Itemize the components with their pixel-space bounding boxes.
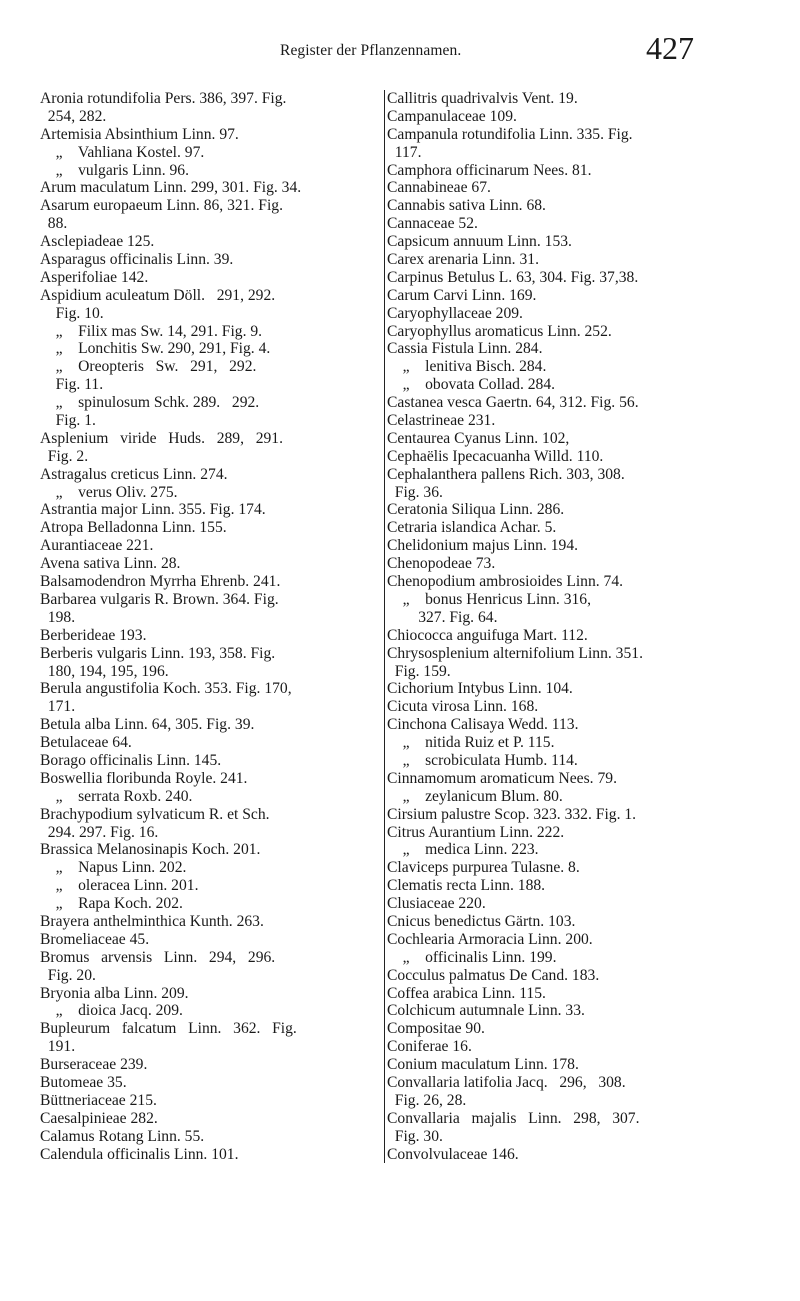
index-entry-line: Coffea arabica Linn. 115. (387, 984, 546, 1002)
index-entry-line: Cannabineae 67. (387, 179, 491, 197)
index-entry-line: „ oleracea Linn. 201. (40, 877, 199, 895)
index-entry-line: Avena sativa Linn. 28. (40, 555, 181, 573)
index-entry-line: Carpinus Betulus L. 63, 304. Fig. 37,38. (387, 268, 639, 286)
index-entry-line: Atropa Belladonna Linn. 155. (40, 519, 227, 537)
index-entry-line: Ceratonia Siliqua Linn. 286. (387, 501, 565, 519)
index-entry-line: Artemisia Absinthium Linn. 97. (40, 125, 239, 143)
index-entry-line: „ Napus Linn. 202. (40, 859, 187, 877)
index-entry-line: Asperifoliae 142. (40, 268, 149, 286)
index-entry-line: Carex arenaria Linn. 31. (387, 251, 539, 269)
index-entry-line: „ serrata Roxb. 240. (40, 787, 193, 805)
index-entry-line: 117. (387, 143, 422, 161)
index-entry-line: Berberideae 193. (40, 626, 147, 644)
index-entry-line: Cocculus palmatus De Cand. 183. (387, 966, 600, 984)
index-entry-line: Fig. 11. (40, 376, 104, 394)
running-title: Register der Pflanzennamen. (280, 42, 462, 59)
index-entry-line: 180, 194, 195, 196. (40, 662, 169, 680)
index-entry-line: Camphora officinarum Nees. 81. (387, 161, 592, 179)
index-entry-line: Chenopodeae 73. (387, 555, 496, 573)
index-entry-line: Celastrineae 231. (387, 412, 496, 430)
index-entry-line: 191. (40, 1038, 76, 1056)
index-entry-line: Bryonia alba Linn. 209. (40, 984, 189, 1002)
index-entry-line: Cephalanthera pallens Rich. 303, 308. (387, 465, 625, 483)
index-entry-line: „ vulgaris Linn. 96. (40, 161, 189, 179)
index-entry-line: „ obovata Collad. 284. (387, 376, 556, 394)
index-entry-line: Asplenium viride Huds. 289, 291. (40, 429, 283, 447)
index-entry-line: Clematis recta Linn. 188. (387, 877, 546, 895)
index-entry-line: Arum maculatum Linn. 299, 301. Fig. 34. (40, 179, 302, 197)
index-entry-line: Capsicum annuum Linn. 153. (387, 233, 572, 251)
index-entry-line: Bromus arvensis Linn. 294, 296. (40, 948, 276, 966)
index-entry-line: Cannaceae 52. (387, 215, 478, 233)
index-entry-line: Fig. 159. (387, 662, 451, 680)
index-entry-line: Caryophyllus aromaticus Linn. 252. (387, 322, 612, 340)
index-entry-line: Callitris quadrivalvis Vent. 19. (387, 90, 578, 107)
index-entry-line: Astragalus creticus Linn. 274. (40, 465, 228, 483)
index-entry-line: Conium maculatum Linn. 178. (387, 1056, 579, 1074)
index-entry-line: Fig. 20. (40, 966, 96, 984)
index-entry-line: Fig. 10. (40, 304, 104, 322)
index-entry-line: Cephaëlis Ipecacuanha Willd. 110. (387, 447, 604, 465)
index-entry-line: Compositae 90. (387, 1020, 485, 1038)
index-entry-line: Clusiaceae 220. (387, 895, 486, 913)
index-entry-line: Carum Carvi Linn. 169. (387, 286, 537, 304)
index-entry-line: Chiococca anguifuga Mart. 112. (387, 626, 588, 644)
index-entry-line: „ Rapa Koch. 202. (40, 895, 183, 913)
index-entry-line: Asarum europaeum Linn. 86, 321. Fig. (40, 197, 283, 215)
index-entry-line: Castanea vesca Gaertn. 64, 312. Fig. 56. (387, 394, 639, 412)
index-entry-line: Aspidium aculeatum Döll. 291, 292. (40, 286, 276, 304)
index-entry-line: Claviceps purpurea Tulasne. 8. (387, 859, 580, 877)
index-entry-line: Calendula officinalis Linn. 101. (40, 1145, 239, 1163)
index-entry-line: Bromeliaceae 45. (40, 930, 150, 948)
index-entry-line: „ officinalis Linn. 199. (387, 948, 557, 966)
index-entry-line: „ Vahliana Kostel. 97. (40, 143, 205, 161)
index-entry-line: „ nitida Ruiz et P. 115. (387, 734, 555, 752)
index-entry-line: „ dioica Jacq. 209. (40, 1002, 183, 1020)
index-entry-line: „ zeylanicum Blum. 80. (387, 787, 563, 805)
page-header (0, 22, 800, 66)
index-entry-line: Cichorium Intybus Linn. 104. (387, 680, 573, 698)
index-entry-line: „ Lonchitis Sw. 290, 291, Fig. 4. (40, 340, 271, 358)
index-entry-line: Bupleurum falcatum Linn. 362. Fig. (40, 1020, 297, 1038)
index-entry-line: „ scrobiculata Humb. 114. (387, 751, 578, 769)
index-entry-line: Betula alba Linn. 64, 305. Fig. 39. (40, 716, 255, 734)
index-entry-line: Fig. 1. (40, 412, 96, 430)
index-entry-line: Convallaria majalis Linn. 298, 307. (387, 1109, 640, 1127)
index-entry-line: „ Oreopteris Sw. 291, 292. (40, 358, 257, 376)
index-entry-line: Borago officinalis Linn. 145. (40, 751, 222, 769)
index-entry-line: 88. (40, 215, 68, 233)
index-entry-line: „ lenitiva Bisch. 284. (387, 358, 547, 376)
index-entry-line: Asclepiadeae 125. (40, 233, 155, 251)
index-entry-line: Citrus Aurantium Linn. 222. (387, 823, 565, 841)
index-entry-line: Balsamodendron Myrrha Ehrenb. 241. (40, 573, 281, 591)
index-entry-line: Boswellia floribunda Royle. 241. (40, 769, 248, 787)
index-entry-line: 198. (40, 608, 76, 626)
index-entry-line: Centaurea Cyanus Linn. 102, (387, 429, 570, 447)
index-entry-line: Aurantiaceae 221. (40, 537, 154, 555)
index-entry-line: Aronia rotundifolia Pers. 386, 397. Fig. (40, 90, 287, 107)
index-entry-line: Chrysosplenium alternifolium Linn. 351. (387, 644, 643, 662)
index-entry-line: Cnicus benedictus Gärtn. 103. (387, 912, 576, 930)
index-entry-line: Cassia Fistula Linn. 284. (387, 340, 543, 358)
left-index-column (40, 90, 385, 1163)
index-entry-line: Caesalpinieae 282. (40, 1109, 158, 1127)
index-entry-line: Burseraceae 239. (40, 1056, 148, 1074)
index-entry-line: Brassica Melanosinapis Koch. 201. (40, 841, 261, 859)
index-entry-line: 254, 282. (40, 107, 107, 125)
index-entry-line: Cannabis sativa Linn. 68. (387, 197, 546, 215)
index-entry-line: 171. (40, 698, 76, 716)
index-entry-line: Cirsium palustre Scop. 323. 332. Fig. 1. (387, 805, 637, 823)
index-entry-line: Colchicum autumnale Linn. 33. (387, 1002, 585, 1020)
index-entry-line: Cinnamomum aromaticum Nees. 79. (387, 769, 617, 787)
index-entry-line: „ bonus Henricus Linn. 316, (387, 590, 591, 608)
index-entry-line: Fig. 36. (387, 483, 443, 501)
index-entry-line: Asparagus officinalis Linn. 39. (40, 251, 234, 269)
index-entry-line: Cochlearia Armoracia Linn. 200. (387, 930, 593, 948)
index-entry-line: Butomeae 35. (40, 1073, 127, 1091)
index-entry-line: Brachypodium sylvaticum R. et Sch. (40, 805, 270, 823)
index-entry-line: Cicuta virosa Linn. 168. (387, 698, 539, 716)
index-entry-line: „ spinulosum Schk. 289. 292. (40, 394, 260, 412)
index-entry-line: Campanulaceae 109. (387, 107, 517, 125)
index-entry-line: Caryophyllaceae 209. (387, 304, 523, 322)
index-entry-line: Convolvulaceae 146. (387, 1145, 519, 1163)
index-entry-line: Barbarea vulgaris R. Brown. 364. Fig. (40, 590, 279, 608)
index-entry-line: Campanula rotundifolia Linn. 335. Fig. (387, 125, 633, 143)
index-entry-line: Fig. 2. (40, 447, 89, 465)
index-entry-line: „ Filix mas Sw. 14, 291. Fig. 9. (40, 322, 263, 340)
index-entry-line: Chelidonium majus Linn. 194. (387, 537, 579, 555)
index-entry-line: Büttneriaceae 215. (40, 1091, 157, 1109)
page-number: 427 (646, 30, 694, 66)
index-entry-line: Berula angustifolia Koch. 353. Fig. 170, (40, 680, 292, 698)
index-entry-line: Fig. 26, 28. (387, 1091, 467, 1109)
index-entry-line: Calamus Rotang Linn. 55. (40, 1127, 205, 1145)
index-entry-line: Convallaria latifolia Jacq. 296, 308. (387, 1073, 626, 1091)
index-entry-line: 327. Fig. 64. (387, 608, 498, 626)
right-index-column (384, 90, 732, 1163)
index-entry-line: Brayera anthelminthica Kunth. 263. (40, 912, 264, 930)
index-entry-line: Cetraria islandica Achar. 5. (387, 519, 557, 537)
index-entry-line: „ medica Linn. 223. (387, 841, 539, 859)
index-entry-line: Fig. 30. (387, 1127, 443, 1145)
index-entry-line: 294. 297. Fig. 16. (40, 823, 159, 841)
index-entry-line: Chenopodium ambrosioides Linn. 74. (387, 573, 624, 591)
index-entry-line: Coniferae 16. (387, 1038, 472, 1056)
index-entry-line: Astrantia major Linn. 355. Fig. 174. (40, 501, 266, 519)
index-entry-line: „ verus Oliv. 275. (40, 483, 178, 501)
index-entry-line: Betulaceae 64. (40, 734, 132, 752)
index-entry-line: Berberis vulgaris Linn. 193, 358. Fig. (40, 644, 276, 662)
index-entry-line: Cinchona Calisaya Wedd. 113. (387, 716, 579, 734)
